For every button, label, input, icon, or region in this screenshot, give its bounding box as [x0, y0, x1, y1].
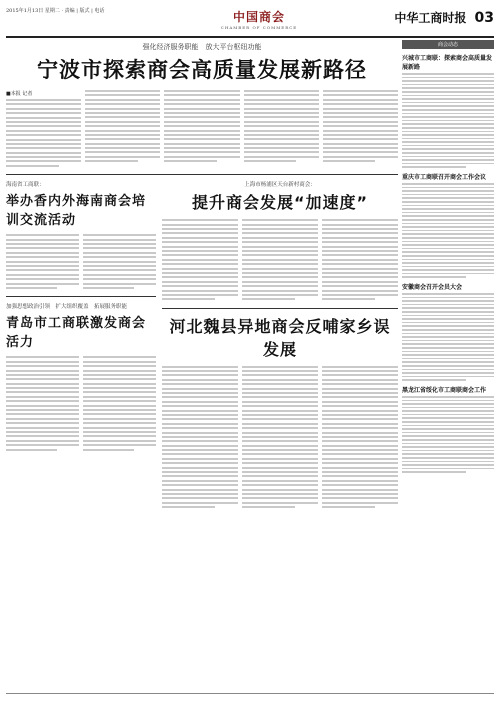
article2-kicker: 海南省工商联：	[6, 182, 45, 189]
article-yangpu	[162, 180, 398, 510]
sidebar-tag: 商会动态	[402, 40, 494, 49]
sidebar-item-title: 兴城市工商联：探索商会高质量发展新路	[402, 55, 493, 71]
lead-headline: 宁波市探索商会高质量发展新路径	[37, 58, 367, 82]
text-column	[85, 90, 160, 169]
sidebar-item-title: 安徽商会召开会员大会	[402, 284, 463, 292]
article3-kicker: 上海市杨浦区天台新村商会：	[244, 182, 316, 189]
article-qingdao	[6, 302, 156, 453]
text-column	[6, 90, 81, 169]
text-column	[244, 90, 319, 169]
text-column	[164, 90, 239, 169]
masthead-logo	[204, 8, 314, 30]
lead-byline: ■本报 记者	[6, 91, 33, 97]
article3-headline: 提升商会发展“加速度”	[191, 193, 369, 213]
sidebar-item-title: 黑龙江省绥化市工商联商会工作	[402, 386, 487, 394]
article-hainan	[6, 180, 156, 510]
section-name: 中华工商时报	[394, 11, 467, 25]
sidebar	[402, 40, 494, 475]
masthead	[6, 6, 494, 38]
main-content	[6, 40, 398, 511]
paper-name-en: CHAMBER OF COMMERCE	[220, 25, 298, 30]
sidebar-item-title: 重庆市工商联召开商会工作会议	[402, 174, 487, 182]
masthead-info: 2015年1月13日 星期二 · 责编 | 版式 | 电话	[6, 8, 105, 14]
article4-kicker: 加强思想政治引领 扩大组织覆盖 拓展服务职能	[6, 304, 128, 311]
page-number: 03	[474, 10, 494, 26]
text-column	[323, 90, 398, 169]
article5-headline: 河北魏县异地商会反哺家乡误发展	[169, 316, 391, 359]
article2-headline: 举办香内外海南商会培训交流活动	[6, 194, 147, 229]
section-label	[394, 9, 494, 26]
lead-kicker: 强化经济服务职能 放大平台枢纽功能	[142, 43, 262, 51]
lead-body	[6, 90, 398, 169]
article4-headline: 青岛市工商联激发商会活力	[6, 316, 147, 351]
lead-article	[6, 42, 398, 169]
article-weixian	[162, 314, 398, 511]
bottom-rule	[6, 693, 494, 702]
paper-name: 中国商会	[232, 10, 285, 24]
